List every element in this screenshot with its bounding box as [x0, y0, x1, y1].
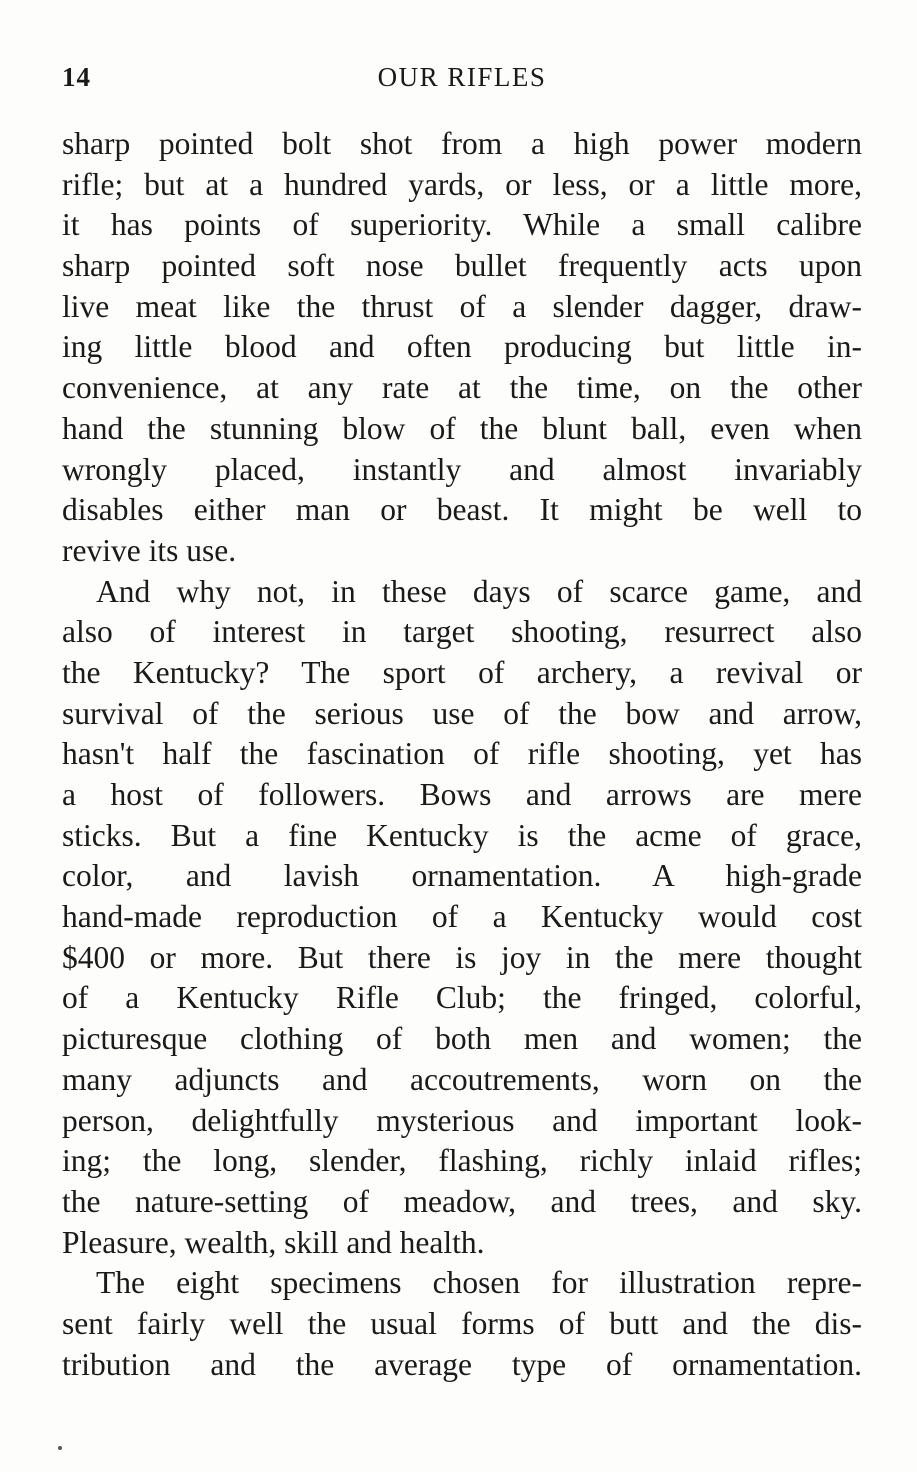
body-text [62, 124, 862, 1385]
text-line: wrongly placed, instantly and almost invariably [62, 451, 862, 487]
text-line: it has points of superiority. While a small calibre [62, 207, 862, 243]
text-line: many adjuncts and accoutrements, worn on the [62, 1061, 862, 1097]
page-number: 14 [62, 62, 91, 92]
text-line: picturesque clothing of both men and women; the [62, 1021, 862, 1057]
print-speck [58, 1446, 62, 1450]
text-line: ing little blood and often producing but little in- [62, 329, 862, 365]
text-line: hand-made reproduction of a Kentucky would cost [62, 899, 862, 935]
text-line: sharp pointed bolt shot from a high power modern [62, 126, 862, 161]
text-line: And why not, in these days of scarce game, and [96, 573, 862, 609]
text-line: sharp pointed soft nose bullet frequently acts upon [62, 248, 862, 284]
text-line: also of interest in target shooting, resurrect also [62, 614, 862, 650]
text-line: The eight specimens chosen for illustration repre- [96, 1265, 862, 1301]
text-line: convenience, at any rate at the time, on the other [62, 370, 862, 406]
text-line: survival of the serious use of the bow and arrow, [62, 695, 862, 731]
text-line: the nature-setting of meadow, and trees, and sky. [62, 1183, 862, 1219]
text-line: of a Kentucky Rifle Club; the fringed, colorful, [62, 980, 862, 1016]
text-line: sent fairly well the usual forms of butt and the dis- [62, 1305, 862, 1341]
text-line: live meat like the thrust of a slender dagger, draw- [62, 288, 862, 324]
text-line: color, and lavish ornamentation. A high-grade [62, 858, 862, 894]
text-line: tribution and the average type of ornamentation. [62, 1346, 862, 1382]
text-line: hand the stunning blow of the blunt ball, even when [62, 410, 862, 446]
page-header [62, 62, 862, 102]
text-line: ing; the long, slender, flashing, richly inlaid rifles; [62, 1143, 862, 1179]
text-line: person, delightfully mysterious and important look- [62, 1102, 862, 1138]
running-title: OUR RIFLES [377, 62, 547, 92]
text-line: sticks. But a fine Kentucky is the acme of grace, [62, 817, 862, 853]
text-line: the Kentucky? The sport of archery, a revival or [62, 654, 862, 690]
text-line: hasn't half the fascination of rifle shooting, yet has [62, 736, 862, 772]
text-line: rifle; but at a hundred yards, or less, or a little more, [62, 166, 862, 202]
text-line: revive its use. [62, 532, 237, 568]
text-line: disables either man or beast. It might be well to [62, 492, 862, 528]
text-line: $400 or more. But there is joy in the mere thought [62, 939, 862, 975]
text-line: Pleasure, wealth, skill and health. [62, 1224, 485, 1260]
text-line: a host of followers. Bows and arrows are mere [62, 777, 862, 812]
